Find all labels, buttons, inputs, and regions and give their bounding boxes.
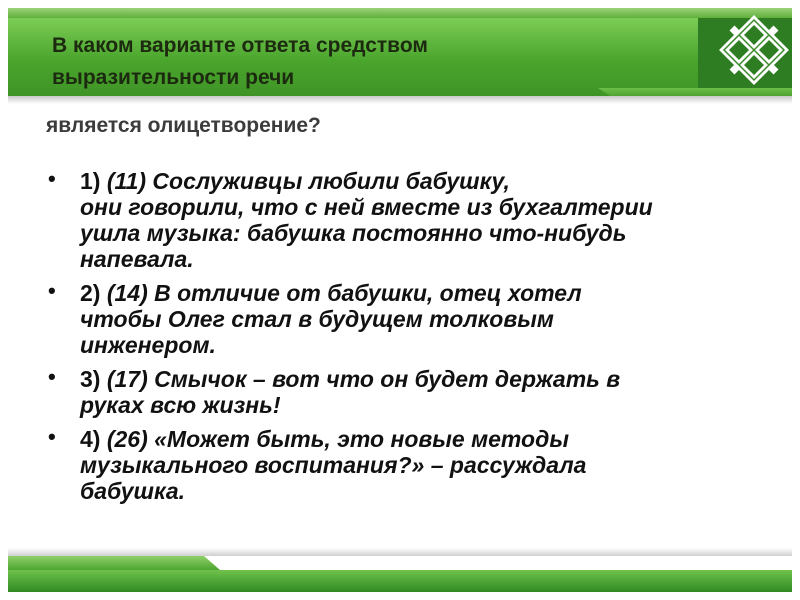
option-text-line: (17) Смычок – вот что он будет держать в bbox=[106, 366, 621, 392]
option-text-line: руках всю жизнь! bbox=[80, 392, 281, 418]
bullet: • bbox=[48, 166, 56, 191]
bullet: • bbox=[48, 424, 56, 449]
option-number: 4) bbox=[80, 426, 107, 452]
option-text-line: они говорили, что с ней вместе из бухгалтерии bbox=[80, 194, 653, 220]
slide-title-continued: является олицетворение? bbox=[46, 114, 321, 137]
answer-option bbox=[46, 366, 746, 418]
answer-option bbox=[46, 168, 746, 272]
option-text-line: ушла музыка: бабушка постоянно что-нибудь bbox=[80, 220, 627, 246]
option-number: 2) bbox=[80, 280, 107, 306]
option-number: 3) bbox=[80, 366, 107, 392]
option-text-line: музыкального воспитания?» – рассуждала bbox=[80, 452, 587, 478]
option-text-line: (14) В отличие от бабушки, отец хотел bbox=[106, 280, 582, 306]
interlaced-knot-icon bbox=[718, 14, 790, 86]
footer-band bbox=[8, 570, 792, 592]
bullet: • bbox=[48, 364, 56, 389]
answer-options bbox=[46, 168, 746, 512]
footer-tab-decoration bbox=[8, 556, 220, 570]
option-text-line: чтобы Олег стал в будущем толковым bbox=[80, 306, 554, 332]
footer-shadow bbox=[8, 548, 792, 556]
bullet: • bbox=[48, 278, 56, 303]
option-text-line: (26) «Может быть, это новые методы bbox=[106, 426, 569, 452]
header-shadow bbox=[8, 96, 792, 104]
header-top-strip bbox=[8, 8, 792, 18]
answer-option bbox=[46, 280, 746, 358]
option-number: 1) bbox=[80, 168, 107, 194]
option-text-line: бабушка. bbox=[80, 478, 186, 504]
option-text-line: инженером. bbox=[80, 332, 216, 358]
option-text-line: напевала. bbox=[80, 246, 194, 272]
option-text-line: (11) Сослуживцы любили бабушку, bbox=[106, 168, 510, 194]
slide-title: В каком варианте ответа средством выразительности речи bbox=[52, 34, 428, 89]
answer-option bbox=[46, 426, 746, 504]
